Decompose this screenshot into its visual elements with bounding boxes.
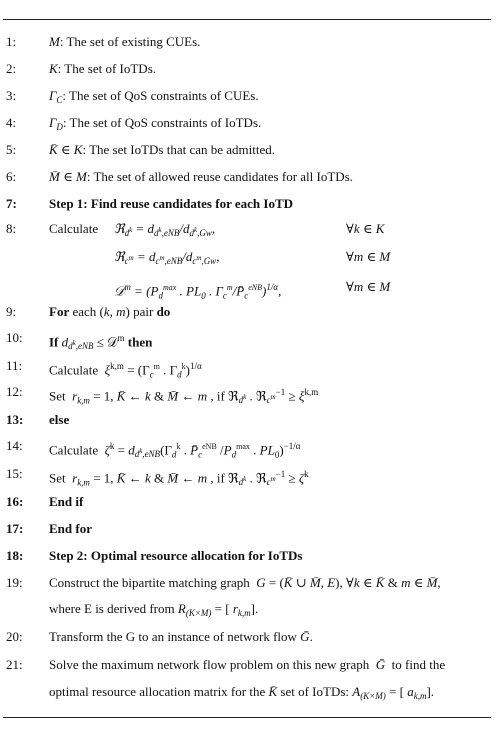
line-text: where E is derived from $R_{(K\times M)}$ = [ $r_{k,m}$].: [49, 601, 259, 618]
algo-line-1: [6, 33, 486, 51]
algo-line-11: [6, 357, 486, 380]
formula-dm: 𝒟$^m$ = ($P_d^{max}$ . $PL_0$ . $\Gamma_c^m/P̄_c^{eNB})^{1/\alpha}$,: [114, 282, 282, 301]
line-number: 5:: [6, 142, 17, 157]
line-text: Calculate $\xi^{k,m} = (\Gamma_c^m$ . $\Gamma_d^k)^{1/\alpha}$: [49, 361, 202, 380]
formula-rd: ℜ$_{d^k}$ = $d_{d^k,eNB}/d_{d^k,Gw}$,: [114, 221, 216, 238]
line-number: 9:: [6, 304, 17, 319]
algo-line-4: [6, 114, 486, 132]
line-number: 19:: [6, 575, 23, 590]
line-text: M: The set of existing CUEs.: [49, 34, 201, 49]
line-text: Set $r_{k,m} = 1$, K̄ ← k & M̄ ← m , if ℜ$_{d^k}$ . ℜ$_{c^m}^{-1}$ ≥ $\xi^{k,m}$: [49, 387, 319, 406]
algo-line-8: [6, 220, 486, 238]
line-text: Calculate: [49, 221, 99, 236]
algo-line-5: [6, 141, 486, 159]
algo-line-16: [6, 493, 486, 511]
algo-line-8c: [6, 278, 486, 301]
algo-line-6: [6, 168, 486, 186]
line-text: Set $r_{k,m} = 1$, K̄ ← k & M̄ ← m , if ℜ$_{d^k}$ . ℜ$_{c^m}^{-1}$ ≥ $\zeta^k$: [49, 469, 309, 488]
algo-line-3: [6, 87, 486, 105]
forall-m: ∀m ∈ M: [346, 249, 391, 264]
line-text: End if: [49, 494, 84, 509]
line-number: 3:: [6, 88, 17, 103]
line-text: Calculate $\zeta^k = d_{d^k,eNB}(\Gamma_d^k$ . $P̄_c^{eNB}$ $/P_d^{max}$ . $PL_0)^{-1/\alpha}$: [49, 441, 301, 460]
line-text: $\Gamma_D$: The set of QoS constraints of IoTDs.: [49, 115, 262, 132]
line-text: Step 2: Optimal resource allocation for IoTDs: [49, 548, 303, 563]
line-text: M̄ ∈ M: The set of allowed reuse candidates for all IoTDs.: [49, 169, 353, 184]
bottom-rule: [3, 717, 491, 718]
line-text: $\Gamma_C$: The set of QoS constraints of CUEs.: [49, 88, 259, 105]
algo-line-12: [6, 383, 486, 406]
line-text: If $d_{d^k,eNB}$ ≤ 𝒟$^m$ then: [49, 333, 153, 352]
algo-line-13: [6, 411, 486, 429]
algo-line-10: [6, 329, 486, 352]
line-number: 12:: [6, 384, 23, 399]
line-number: 8:: [6, 221, 17, 236]
algo-line-8b: [6, 248, 486, 266]
algo-line-19: [6, 574, 486, 592]
line-text: Step 1: Find reuse candidates for each IoTD: [49, 196, 293, 211]
algo-line-21b: [6, 683, 486, 701]
algo-line-2: [6, 60, 486, 78]
algo-line-9: [6, 303, 486, 321]
line-number: 1:: [6, 34, 17, 49]
line-text: Construct the bipartite matching graph G = (K̄ ∪ M̄, E), ∀k ∈ K̄ & m ∈ M̄,: [49, 575, 441, 590]
forall-m-2: ∀m ∈ M: [346, 279, 391, 294]
formula-rc: ℜ$_{c^m}$ = $d_{c^m,eNB}/d_{c^m,Gw}$,: [114, 249, 220, 266]
line-text: Solve the maximum network flow problem on this new graph Ḡ to find the: [49, 657, 446, 672]
line-text: optimal resource allocation matrix for the K̄ set of IoTDs: $A_{(K\times M)}$ = [ $a_{k,m}$].: [49, 684, 435, 701]
line-text: else: [49, 412, 70, 427]
algo-line-17: [6, 520, 486, 538]
line-number: 16:: [6, 494, 24, 509]
algo-line-15: [6, 465, 486, 488]
line-text: End for: [49, 521, 92, 536]
line-number: 2:: [6, 61, 17, 76]
line-number: 6:: [6, 169, 17, 184]
algo-line-20: [6, 628, 486, 646]
line-text: K̄ ∈ K: The set IoTDs that can be admitted.: [49, 142, 276, 157]
line-number: 7:: [6, 196, 17, 211]
algo-line-14: [6, 437, 486, 460]
line-number: 13:: [6, 412, 24, 427]
algo-line-21: [6, 656, 486, 674]
algo-line-7: [6, 195, 486, 213]
line-text: Transform the G to an instance of network flow Ḡ.: [49, 629, 313, 644]
line-number: 14:: [6, 438, 23, 453]
line-number: 11:: [6, 358, 23, 373]
line-text: K: The set of IoTDs.: [49, 61, 156, 76]
line-number: 17:: [6, 521, 24, 536]
line-number: 10:: [6, 330, 23, 345]
forall-k: ∀k ∈ K: [346, 221, 385, 236]
line-number: 18:: [6, 548, 24, 563]
top-rule: [3, 19, 491, 20]
line-number: 4:: [6, 115, 17, 130]
line-text: For each (k, m) pair do: [49, 304, 171, 319]
algo-line-19b: [6, 600, 486, 618]
line-number: 21:: [6, 657, 23, 672]
algo-line-18: [6, 547, 486, 565]
line-number: 20:: [6, 629, 23, 644]
line-number: 15:: [6, 466, 23, 481]
